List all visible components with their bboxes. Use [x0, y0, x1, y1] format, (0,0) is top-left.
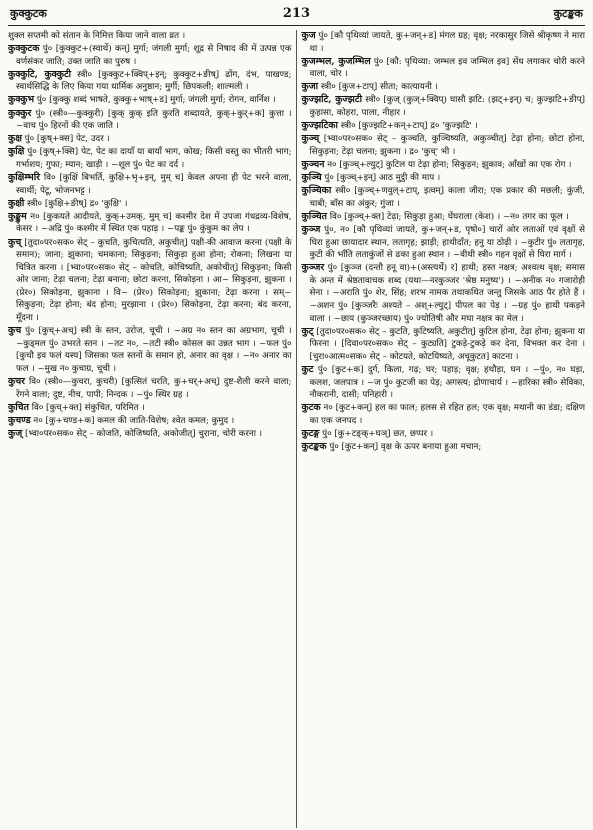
entry-definition: पुं० [कुष्+क्स] पेट, उदर ।: [24, 134, 110, 145]
entry-headword: कुटङ्ग: [301, 427, 320, 439]
dictionary-entry: [302, 120, 586, 133]
entry-headword: कुक्षी: [8, 197, 25, 209]
entry-headword: कुक्कुर: [8, 107, 32, 119]
entry-definition: पुं० [कुञ्च्+इन्] आठ मुट्ठी की माप ।: [324, 173, 441, 184]
entry-definition: वि० (स्त्री०—कुचरा, कुचरी) [कुत्सितं चरति, कु+चर्+अच्] दुष्ट-शैली करने वाला; रेंगने वाला; दुष्ट, नीच, पापी; निन्दक । ~पुं० स्थिर ग्रह ।: [16, 377, 292, 400]
entry-headword: कुज: [301, 30, 316, 41]
dictionary-entry: [8, 376, 292, 401]
entry-definition: वि० [कुच्+क्त] संकुचित, परिमित ।: [31, 402, 145, 413]
dictionary-entry: [8, 94, 292, 107]
entry-headword: कुञ्च्: [301, 133, 320, 145]
entry-definition: [भ्वा०पर०सक० सेट् – कुञ्चति, कुञ्चिष्यति, अकुञ्चीत्] टेढ़ा होना; छोटा होना, सिकुड़ना; टेढ़ा चलना; झुकना । द्र० 'कुच्' भी ।: [309, 134, 585, 157]
dictionary-entry: [302, 262, 586, 325]
entry-definition: पुं० [कुक्कु शब्दं भाषते, कुक्कु+भाष्+ड] मुर्गा; जंगली मुर्गा; रोगन, वार्निश ।: [36, 95, 276, 106]
dictionary-entry: [8, 146, 292, 171]
dictionary-entry: [302, 224, 586, 262]
dictionary-entry: [302, 441, 586, 454]
entry-headword: कुक्कुटि, कुक्कुटी: [8, 68, 72, 80]
dictionary-entry: [302, 185, 586, 210]
dictionary-entry: [302, 402, 586, 427]
entry-headword: कुचण्ड: [8, 414, 31, 426]
entry-definition: न० [कुञ्च्+ल्युट्] कुटिल या टेढ़ा होना; सिकुड़न; झुकाव; आँखों का एक रोग ।: [327, 159, 572, 170]
entry-definition: स्त्री० [कुक्षि+ङीष्] द्र० 'कुक्षि' ।: [27, 198, 128, 209]
entry-definition: वि० [कुक्षिं बिभर्ति, कुक्षि+भृ+इन्, मुम् च] केवल अपना ही पेट भरने वाला, स्वार्थी; पेटू, भोजनभट्ट ।: [16, 173, 292, 196]
dictionary-entry: [8, 211, 292, 236]
entry-definition: पुं० [कु+टङ्क्+घञ्] छत, छप्पर ।: [322, 428, 434, 439]
entry-headword: कुट: [301, 363, 314, 375]
dictionary-entry: [8, 237, 292, 325]
entry-headword: कुज्झटि, कुज्झटी: [301, 94, 363, 106]
dictionary-entry: [302, 56, 586, 81]
dictionary-entry: [302, 172, 586, 185]
entry-headword: कुञ्ज: [301, 223, 321, 235]
page-header: [8, 6, 585, 22]
dictionary-entry: [8, 172, 292, 197]
entry-definition: पुं०, न० [कौ पृथिव्यां जायते, कु+जन्+ड, पृषो०] चारों ओर लताओं एवं वृक्षों से घिरा हुआ छायादार स्थान, लतागृह; झाड़ी; हाथीदाँत; हनु या ठोढ़ी । ~कुटीर पुं० लतागृह, कुटी की भाँति लताकुंजों से ढका हुआ स्थान । ~वीथी स्त्री० गहन वृक्षों से घिरा मार्ग ।: [309, 224, 585, 261]
dictionary-entry: [8, 198, 292, 211]
entry-definition: स्त्री० [कुज+टाप्] सीता; कात्यायनी ।: [320, 82, 438, 93]
entry-headword: कुचर: [8, 376, 25, 388]
entry-headword: कुञ्चिका: [301, 185, 332, 197]
dictionary-entry: [8, 30, 292, 43]
entry-definition: स्त्री० [कुज् (कुज्+क्विप्) घासौ झटि: (झट्+इन्) च; कुज्झटि+ङीप्] कुहासा, कोहरा, पाला, नीहार ।: [309, 95, 585, 119]
entry-definition: पुं० [कुट+क] दुर्ग, किला, गढ़; घर; पहाड़; वृक्ष; हथौड़ा, घन । ~पुं०, न० घड़ा, कलश, जलपात्र । ~ज पुं० कुटजी का पेड़; अगस्त्य; द्रोणाचार्य । ~हारिका स्त्री० सेविका, नौकरानी, दासी; पनिहारी ।: [309, 364, 585, 401]
entry-headword: कुञ्चित: [301, 210, 327, 222]
entry-definition: न० [कुकयते आदीयते, कुक्+उमक्, मुम् च] कश्मीर देश में उपजा गंधद्रव्य-विशेष, केसर । ~अद्रि पुं० कश्मीर में स्थित एक पहाड़ । ~पङ्क पुं० कुंकुम का लेप ।: [16, 211, 292, 235]
header-rule: [8, 25, 585, 26]
entry-headword: कुटङ्कक: [301, 441, 327, 452]
dictionary-entry: [8, 108, 292, 133]
dictionary-entry: [302, 133, 586, 158]
dictionary-entry: [302, 81, 586, 94]
entry-headword: कुजम्भल, कुजम्भिल: [301, 55, 371, 67]
entry-headword: कुच: [8, 325, 22, 337]
entry-definition: [तुदा०पर०सक० सेट् – कुचति, कुचित्यति, अकुचीत्] पक्षी-की आवाज करना (पक्षी के समान); जाना; झुकाना; चमकाना; सिकुड़ना; सिकुड़ा हुआ होना; रोकना; लिखना या चित्रित करना । [भ्वा०पर०सक० सेट् – कोचति, कोचिष्यति, अकोचीत्] सिकुड़ना; किसी ओर जाना; टेढ़ा चलना; टेढ़ा बनाना; छोटा करना, सिकोड़ना । आ~ सिकुड़ना, झुकना । (प्रेर०) सिकोड़ना, झुकाना । वि~ (प्रेर०) सिकोड़ना; झुकाना; टेढ़ा करना । सम्~ सिकुड़ना; टेढ़ा होना; बंद होना; मुरझाना । (प्रेर०) सिकोड़ना, टेढ़ा करना; बंद करना, मूँदना ।: [16, 237, 292, 324]
dictionary-entry: [302, 159, 586, 172]
dictionary-entry: [8, 133, 292, 146]
entry-headword: कुजा: [301, 81, 319, 93]
entry-headword: कुच्: [8, 236, 22, 248]
entry-definition: स्त्री० [कुक्कुट+क्विप्+इन्; कुक्कुट+ङीष्] ढोंग, दंभ, पाखण्ड; स्वार्थसिद्धि के लिए किया गया धार्मिक अनुष्ठान; मुर्गी; छिपकली; शाल्मली ।: [16, 69, 292, 93]
dictionary-entry: [302, 364, 586, 402]
dictionary-entry: [302, 428, 586, 441]
entry-definition: पुं० [कौ पृथिव्यां जायते, कु+जन्+ड] मंगल ग्रह; वृक्ष; नरकासुर जिसे श्रीकृष्ण ने मारा था ।: [309, 31, 585, 54]
entry-headword: कुक्षि: [8, 146, 25, 158]
entry-definition: पुं० [कौ: पृथिव्या: जम्भल इव जम्भिल इव] सेंध लगाकर चोरी करने वाला, चोर ।: [309, 56, 585, 80]
entry-headword: कुञ्चन: [301, 158, 325, 170]
entry-definition: शुक्ल सप्तमी को संतान के निमित्त किया जाने वाला व्रत ।: [8, 31, 186, 41]
entry-definition: पुं० [कुक्कुट+(स्वार्थे) कन्] मुर्गा; जंगली मुर्गा; शूद्र से निषाद की में उत्पन्न एक वर्णसंकर जाति; उक्त जाति का पुरुष ।: [16, 44, 292, 67]
entry-headword: कुचित: [8, 401, 29, 413]
entry-definition: पुं० (स्त्री०—कुक्कुरी) [कुक् कुक् इति कुरति शब्दायते, कुक्+कुर्+क] कुत्ता । ~वाच पुं० हिरनों की एक जाति ।: [16, 108, 292, 132]
entry-definition: पुं० [कुञ्ज (दन्तौ हनू वा)+(अस्त्यर्थे) र] हाथी; हस्त नक्षत्र; अश्वत्थ वृक्ष; समास के अन्त में श्रेष्ठतावाचक शब्द (यथा—नरकुञ्जर 'श्रेष्ठ मनुष्य') । ~अनीक न० गजारोही सेना । ~अराति पुं० शेर, सिंह; शरभ नामक तथाकथित जन्तु जिसके आठ पैर होते हैं । ~अशन पुं० [कुञ्जरैः अश्यते – अश्+ल्युट्] पीपल का पेड़ । ~ग्रह पुं० हाथी पकड़ने वाला । ~छाय (कुञ्जरच्छाय) पुं० ज्योतिषी और मघा नक्षत्र का मेल ।: [309, 263, 585, 324]
two-column-body: [8, 30, 585, 828]
entry-definition: [तुदा०पर०सक० सेट् – कुटति, कुटिष्यति, अकुटीत्] कुटिल होना, टेढ़ा होना; झुकना या फिरना । [दिवा०पर०सक० सेट् – कुट्यति] टुकड़े-टुकड़े कर देना, विभक्त कर देना । [चुरा०आत्म०सक० सेट् – कोटयते, कोटयिष्यते, अचूकुटत] काटना ।: [309, 326, 585, 362]
dictionary-entry: [8, 415, 292, 428]
entry-headword: कुक्कुभ: [8, 94, 35, 106]
right-column: [297, 30, 586, 828]
right-running-headword: कुटङ्कक: [553, 7, 583, 20]
entry-headword: कुङ्कुम: [8, 210, 27, 222]
entry-definition: न० [कु+चण्ड+क] कमल की जाति-विशेष; श्वेत कमल; कुमुद ।: [33, 415, 235, 426]
entry-headword: कुटक: [301, 402, 321, 414]
entry-headword: कुञ्जर: [301, 262, 325, 274]
dictionary-entry: [8, 69, 292, 94]
entry-headword: कुज्झटिका: [301, 120, 338, 132]
entry-headword: कुक्कुटक: [8, 43, 40, 55]
entry-definition: [भ्वा०पर०सक० सेट् – कोजति, कोजिष्यति, अकोजीत्] चुराना, चोरी करना ।: [24, 428, 263, 439]
left-column: [8, 30, 297, 828]
entry-definition: स्त्री० [कुञ्च्+णवुल्+टाप्, इत्वम्] काला जीरा; एक प्रकार की मछली; कुंजी, चाबी; बाँस का अंकुर; गुंजा ।: [309, 186, 585, 209]
entry-headword: कुञ्चि: [301, 172, 322, 184]
entry-definition: स्त्री० [कुज्झटि+कन्+टाप्] द्र० 'कुज्झटि' ।: [340, 121, 478, 132]
dictionary-entry: [8, 325, 292, 375]
entry-headword: कुज्: [8, 427, 23, 439]
entry-definition: पुं० [कुट+कन्] वृक्ष के ऊपर बनाया हुआ मचान;: [329, 442, 482, 452]
dictionary-entry: [8, 428, 292, 441]
page-number: 213: [282, 6, 311, 21]
entry-headword: कुक्ष: [8, 133, 22, 145]
entry-headword: कुक्षिम्भरि: [8, 172, 41, 184]
dictionary-entry: [302, 326, 586, 364]
entry-definition: पुं० [कुच्+अच्] स्त्री के स्तन, उरोज, चूची । ~अग्र न० स्तन का अग्रभाग, चूची । ~कुड्मल पुं० उभरते स्तन । ~तट न०, ~तटी स्त्री० कोसल का उन्नत भाग । ~फल पुं० [कुचौ इव फलं यस्य] जिसका फल स्तनों के समान हो, अनार का वृक्ष । ~न० अनार का फल । ~मुख न० कुचाग्र, चूची ।: [16, 326, 292, 374]
dictionary-entry: [302, 30, 586, 55]
dictionary-entry: [302, 94, 586, 119]
entry-definition: न० [कुट+कन्] हल का फाल; हलस से रहित हल; एक वृक्ष; मथानी का डंडा; दक्षिण का एक जनपद ।: [309, 403, 585, 426]
entry-definition: पुं० [कुष्+क्सि] पेट, पेट का दायाँ या बायाँ भाग, कोख; किसी वस्तु का भीतरी भाग; गर्भाशय; गुफा; म्यान; खाड़ी । ~शूल पुं० पेट का दर्द ।: [16, 147, 292, 170]
dictionary-entry: [302, 211, 586, 224]
entry-definition: वि० [कुञ्च्+क्त] टेढ़ा; सिकुड़ा हुआ; घेंघराला (केश) । ~न० तगर का फूल ।: [329, 211, 569, 222]
entry-headword: कुट्: [301, 325, 314, 337]
left-running-headword: कुक्कुटक: [10, 7, 47, 20]
dictionary-entry: [8, 43, 292, 68]
dictionary-entry: [8, 402, 292, 415]
